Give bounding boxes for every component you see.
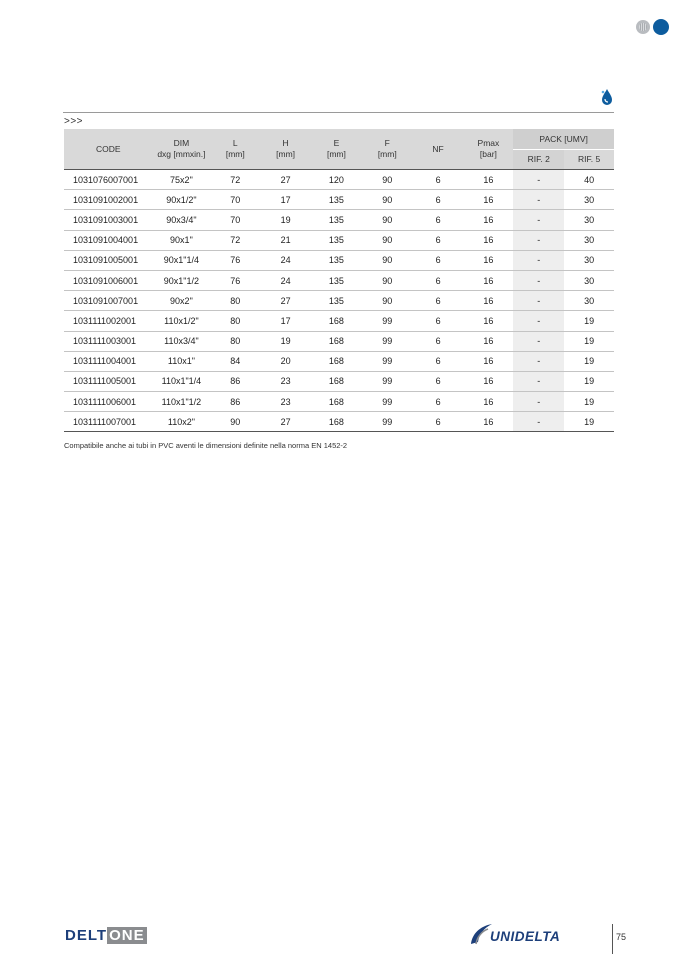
table-cell: 1031091005001 xyxy=(64,250,152,270)
table-cell: 1031091002001 xyxy=(64,190,152,210)
table-cell: 99 xyxy=(362,412,413,432)
table-cell: 19 xyxy=(564,331,614,351)
table-cell: 90 xyxy=(362,170,413,190)
table-cell: 6 xyxy=(413,230,464,250)
table-cell: - xyxy=(513,351,564,371)
table-cell: 6 xyxy=(413,371,464,391)
table-cell: 110x1" xyxy=(152,351,210,371)
table-cell: 17 xyxy=(260,190,311,210)
table-cell: 6 xyxy=(413,170,464,190)
table-cell: 6 xyxy=(413,210,464,230)
table-cell: 30 xyxy=(564,210,614,230)
header-rif2: RIF. 2 xyxy=(513,150,564,170)
table-cell: 90 xyxy=(362,250,413,270)
table-cell: 1031111007001 xyxy=(64,412,152,432)
table-cell: 135 xyxy=(311,210,362,230)
table-cell: 6 xyxy=(413,270,464,290)
table-cell: 24 xyxy=(260,270,311,290)
table-cell: 21 xyxy=(260,230,311,250)
table-cell: 168 xyxy=(311,392,362,412)
table-row xyxy=(64,190,614,210)
table-cell: 40 xyxy=(564,170,614,190)
table-cell: 168 xyxy=(311,351,362,371)
table-cell: 23 xyxy=(260,371,311,391)
table-cell: 1031111006001 xyxy=(64,392,152,412)
table-cell: 75x2" xyxy=(152,170,210,190)
table-cell: 110x2" xyxy=(152,412,210,432)
product-table xyxy=(64,129,614,432)
top-rule xyxy=(63,112,614,113)
table-cell: 16 xyxy=(464,291,514,311)
table-cell: 16 xyxy=(464,190,514,210)
table-cell: 19 xyxy=(564,311,614,331)
header-f: F [mm] xyxy=(362,129,413,170)
table-cell: 76 xyxy=(210,250,260,270)
table-cell: 16 xyxy=(464,311,514,331)
table-cell: 30 xyxy=(564,190,614,210)
table-cell: 19 xyxy=(564,371,614,391)
table-cell: 90 xyxy=(362,270,413,290)
table-cell: 120 xyxy=(311,170,362,190)
table-cell: 16 xyxy=(464,412,514,432)
table-cell: 16 xyxy=(464,210,514,230)
header-code: CODE xyxy=(64,129,152,170)
table-cell: 99 xyxy=(362,392,413,412)
table-cell: - xyxy=(513,311,564,331)
table-cell: 110x1/2" xyxy=(152,311,210,331)
table-cell: 80 xyxy=(210,331,260,351)
header-dim: DIM dxg [mmxin.] xyxy=(152,129,210,170)
table-cell: - xyxy=(513,331,564,351)
table-row xyxy=(64,250,614,270)
water-drop-icon xyxy=(600,88,614,106)
header-pack: PACK [UMV] xyxy=(513,129,614,150)
table-cell: 19 xyxy=(564,351,614,371)
table-cell: 16 xyxy=(464,331,514,351)
table-cell: 1031091004001 xyxy=(64,230,152,250)
table-row xyxy=(64,270,614,290)
table-cell: - xyxy=(513,190,564,210)
table-cell: 80 xyxy=(210,291,260,311)
table-cell: 90x1/2" xyxy=(152,190,210,210)
table-cell: 1031091003001 xyxy=(64,210,152,230)
table-cell: - xyxy=(513,270,564,290)
table-cell: 135 xyxy=(311,230,362,250)
table-cell: 135 xyxy=(311,270,362,290)
table-cell: 110x1"1/2 xyxy=(152,392,210,412)
table-cell: 19 xyxy=(564,392,614,412)
unidelta-logo: UNIDELTA xyxy=(468,918,604,948)
table-cell: 19 xyxy=(260,331,311,351)
table-cell: 110x1"1/4 xyxy=(152,371,210,391)
table-cell: 90x2" xyxy=(152,291,210,311)
table-cell: 16 xyxy=(464,371,514,391)
table-cell: 16 xyxy=(464,170,514,190)
table-cell: 135 xyxy=(311,190,362,210)
section-dots-icon xyxy=(636,19,670,35)
table-cell: 168 xyxy=(311,412,362,432)
table-cell: 1031111004001 xyxy=(64,351,152,371)
table-cell: 24 xyxy=(260,250,311,270)
table-cell: 6 xyxy=(413,311,464,331)
table-row xyxy=(64,311,614,331)
table-cell: 1031111005001 xyxy=(64,371,152,391)
table-body xyxy=(64,170,614,432)
table-cell: 90 xyxy=(362,210,413,230)
table-cell: - xyxy=(513,392,564,412)
table-cell: 6 xyxy=(413,190,464,210)
table-cell: 90x1"1/4 xyxy=(152,250,210,270)
header-e: E [mm] xyxy=(311,129,362,170)
table-row xyxy=(64,392,614,412)
table-cell: 90x1" xyxy=(152,230,210,250)
table-cell: 6 xyxy=(413,331,464,351)
table-row xyxy=(64,331,614,351)
table-cell: 90 xyxy=(210,412,260,432)
table-cell: 99 xyxy=(362,371,413,391)
table-cell: 86 xyxy=(210,392,260,412)
table-cell: - xyxy=(513,291,564,311)
table-cell: 135 xyxy=(311,291,362,311)
table-cell: 30 xyxy=(564,270,614,290)
table-cell: 110x3/4" xyxy=(152,331,210,351)
table-cell: 19 xyxy=(564,412,614,432)
table-cell: 16 xyxy=(464,392,514,412)
section-arrows: >>> xyxy=(64,116,84,127)
table-cell: - xyxy=(513,230,564,250)
header-l: L [mm] xyxy=(210,129,260,170)
table-cell: 30 xyxy=(564,291,614,311)
table-cell: 80 xyxy=(210,311,260,331)
table-cell: 16 xyxy=(464,250,514,270)
table-cell: 16 xyxy=(464,351,514,371)
table-cell: 27 xyxy=(260,170,311,190)
table-cell: 27 xyxy=(260,291,311,311)
table-cell: - xyxy=(513,250,564,270)
table-cell: 16 xyxy=(464,230,514,250)
footer-divider xyxy=(612,924,613,954)
table-cell: 70 xyxy=(210,190,260,210)
table-cell: 1031091006001 xyxy=(64,270,152,290)
table-cell: 23 xyxy=(260,392,311,412)
table-cell: 6 xyxy=(413,291,464,311)
table-cell: 135 xyxy=(311,250,362,270)
table-cell: - xyxy=(513,412,564,432)
header-rif5: RIF. 5 xyxy=(564,150,614,170)
table-cell: - xyxy=(513,371,564,391)
table-cell: 168 xyxy=(311,311,362,331)
table-cell: 168 xyxy=(311,331,362,351)
table-cell: 86 xyxy=(210,371,260,391)
header-nf: NF xyxy=(413,129,464,170)
blue-dot-icon xyxy=(653,19,669,35)
table-cell: 19 xyxy=(260,210,311,230)
table-row xyxy=(64,412,614,432)
table-cell: 72 xyxy=(210,230,260,250)
table-cell: 90x3/4" xyxy=(152,210,210,230)
table-cell: 1031091007001 xyxy=(64,291,152,311)
table-cell: 72 xyxy=(210,170,260,190)
deltone-logo: DELT ONE xyxy=(65,927,145,944)
table-cell: 6 xyxy=(413,250,464,270)
table-cell: 6 xyxy=(413,351,464,371)
compatibility-note: Compatibile anche ai tubi in PVC aventi le dimensioni definite nella norma EN 1452-2 xyxy=(64,441,348,450)
table-cell: 90 xyxy=(362,230,413,250)
table-row xyxy=(64,351,614,371)
table-cell: 1031111002001 xyxy=(64,311,152,331)
table-cell: 27 xyxy=(260,412,311,432)
table-row xyxy=(64,291,614,311)
table-cell: 90 xyxy=(362,291,413,311)
table-cell: 1031076007001 xyxy=(64,170,152,190)
table-cell: 16 xyxy=(464,270,514,290)
table-cell: 1031111003001 xyxy=(64,331,152,351)
table-cell: 99 xyxy=(362,351,413,371)
table-cell: 76 xyxy=(210,270,260,290)
gray-dot-icon xyxy=(636,20,650,34)
table-cell: 20 xyxy=(260,351,311,371)
table-row xyxy=(64,371,614,391)
table-cell: 99 xyxy=(362,311,413,331)
table-row xyxy=(64,170,614,190)
table-cell: 90x1"1/2 xyxy=(152,270,210,290)
table-cell: 30 xyxy=(564,230,614,250)
table-cell: 70 xyxy=(210,210,260,230)
header-h: H [mm] xyxy=(260,129,311,170)
table-cell: 30 xyxy=(564,250,614,270)
table-cell: - xyxy=(513,210,564,230)
table-cell: 6 xyxy=(413,392,464,412)
table-cell: 168 xyxy=(311,371,362,391)
table-row xyxy=(64,230,614,250)
table-cell: 84 xyxy=(210,351,260,371)
table-cell: 90 xyxy=(362,190,413,210)
table-cell: 99 xyxy=(362,331,413,351)
table-cell: 6 xyxy=(413,412,464,432)
table-cell: - xyxy=(513,170,564,190)
header-pmax: Pmax [bar] xyxy=(464,129,514,170)
table-cell: 17 xyxy=(260,311,311,331)
page-number: 75 xyxy=(616,932,627,942)
table-row xyxy=(64,210,614,230)
